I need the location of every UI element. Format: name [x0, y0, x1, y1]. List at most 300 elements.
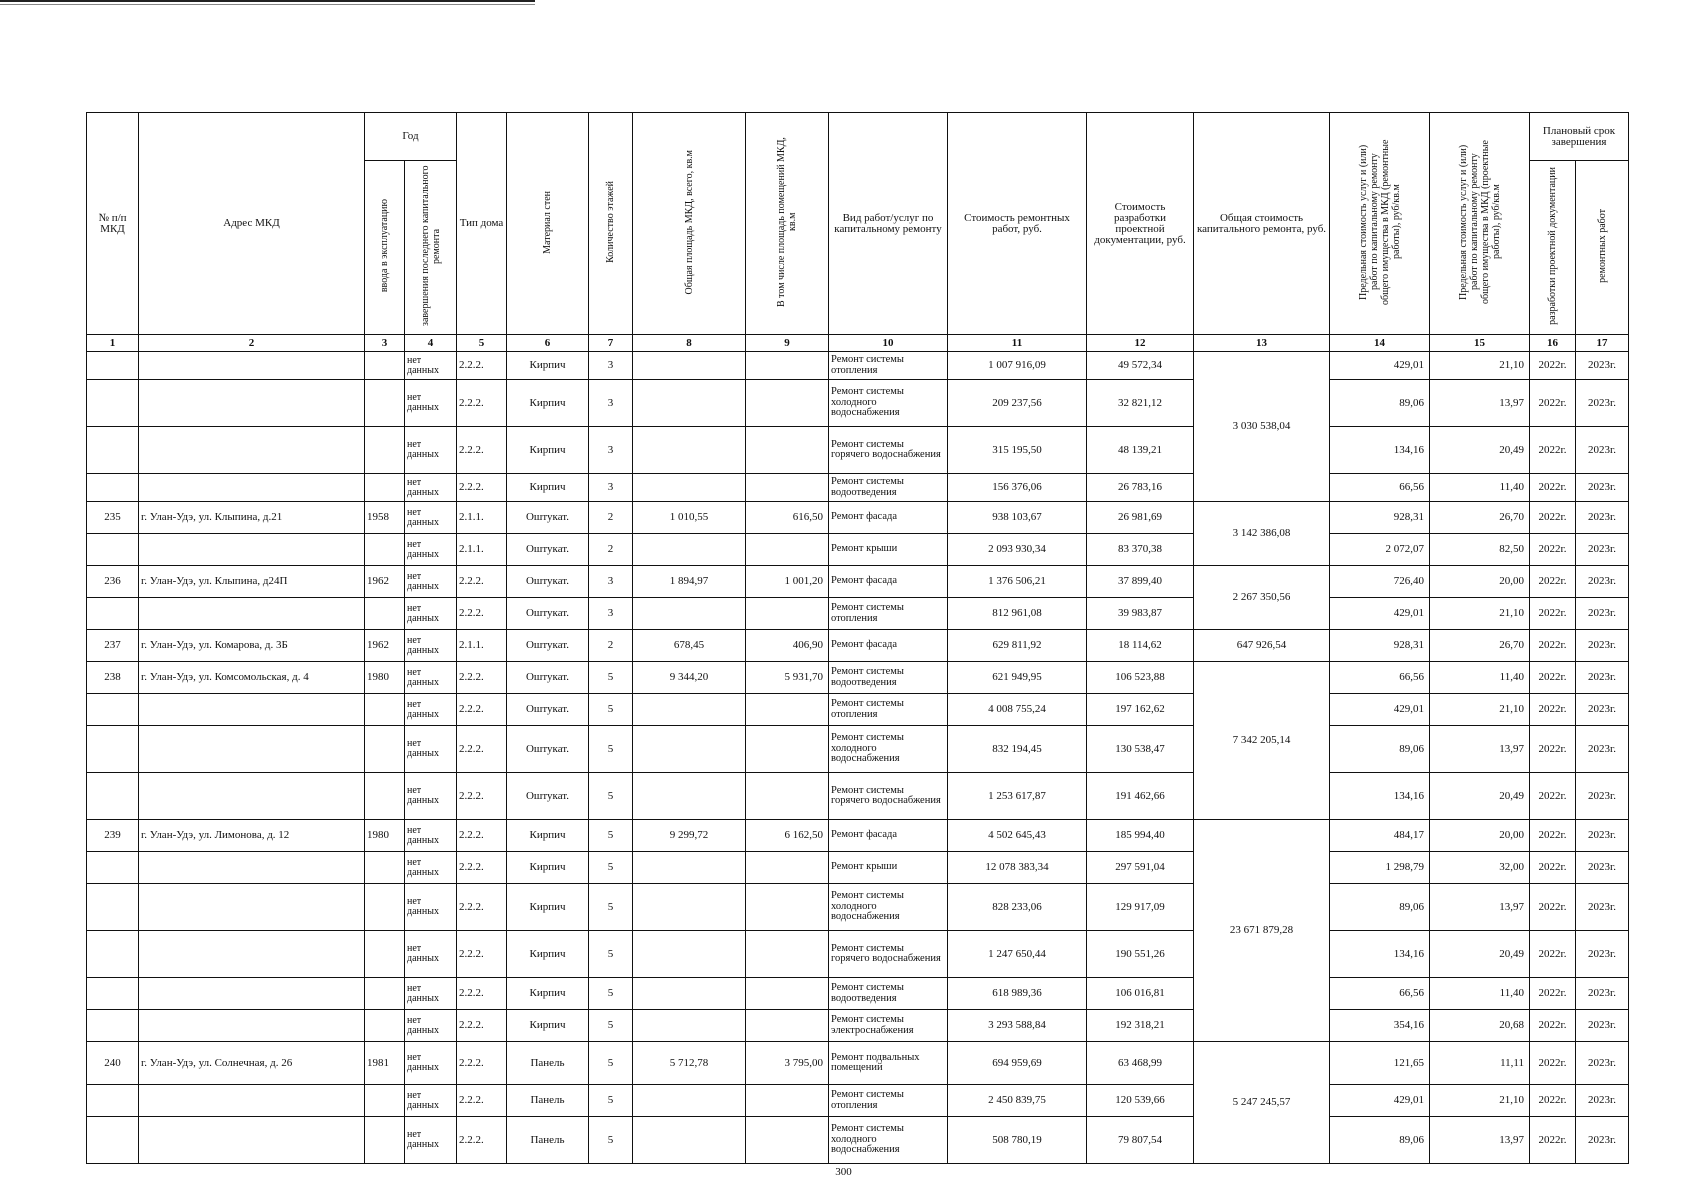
- repair-cost-cell: 4 008 755,24: [948, 694, 1087, 726]
- total-area-cell: 678,45: [633, 630, 746, 662]
- limit-design-cell: 11,40: [1430, 662, 1530, 694]
- work-type-cell: Ремонт системы горячего водоснабжения: [829, 427, 948, 474]
- column-number: 5: [457, 335, 507, 352]
- material-cell: Оштукат.: [507, 502, 589, 534]
- planned-repair-cell: 2023г.: [1576, 352, 1629, 380]
- last-repair-cell: нет данных: [405, 931, 457, 978]
- header-design-cost: Стоимость разработки проектной документации, руб.: [1087, 113, 1194, 335]
- house-type-cell: 2.2.2.: [457, 694, 507, 726]
- planned-design-cell: 2022г.: [1530, 931, 1576, 978]
- planned-design-cell: 2022г.: [1530, 1117, 1576, 1164]
- planned-design-cell: 2022г.: [1530, 884, 1576, 931]
- row-number: 237: [87, 630, 139, 662]
- repair-cost-cell: 4 502 645,43: [948, 820, 1087, 852]
- planned-repair-cell: 2023г.: [1576, 380, 1629, 427]
- house-type-cell: 2.2.2.: [457, 1085, 507, 1117]
- material-cell: Кирпич: [507, 820, 589, 852]
- year-cell: [365, 380, 405, 427]
- total-area-cell: [633, 352, 746, 380]
- design-cost-cell: 18 114,62: [1087, 630, 1194, 662]
- material-cell: Кирпич: [507, 1010, 589, 1042]
- table-row: [87, 1117, 1629, 1164]
- scan-artifact-line: [0, 0, 535, 2]
- repair-cost-cell: 629 811,92: [948, 630, 1087, 662]
- house-type-cell: 2.2.2.: [457, 1042, 507, 1085]
- total-area-cell: [633, 380, 746, 427]
- limit-design-cell: 26,70: [1430, 502, 1530, 534]
- row-number: [87, 884, 139, 931]
- planned-design-cell: 2022г.: [1530, 978, 1576, 1010]
- material-cell: Оштукат.: [507, 773, 589, 820]
- premises-area-cell: [746, 1010, 829, 1042]
- work-type-cell: Ремонт системы водоотведения: [829, 474, 948, 502]
- floors-cell: 3: [589, 427, 633, 474]
- design-cost-cell: 26 783,16: [1087, 474, 1194, 502]
- repair-cost-cell: 832 194,45: [948, 726, 1087, 773]
- premises-area-cell: 1 001,20: [746, 566, 829, 598]
- address-cell: [139, 1085, 365, 1117]
- last-repair-cell: нет данных: [405, 978, 457, 1010]
- last-repair-cell: нет данных: [405, 726, 457, 773]
- table-row: [87, 502, 1629, 534]
- repair-cost-cell: 209 237,56: [948, 380, 1087, 427]
- total-cost-cell: 647 926,54: [1194, 630, 1330, 662]
- planned-design-cell: 2022г.: [1530, 1042, 1576, 1085]
- row-number: [87, 694, 139, 726]
- last-repair-cell: нет данных: [405, 1010, 457, 1042]
- limit-design-cell: 11,40: [1430, 978, 1530, 1010]
- total-area-cell: 9 299,72: [633, 820, 746, 852]
- premises-area-cell: 406,90: [746, 630, 829, 662]
- year-cell: [365, 726, 405, 773]
- floors-cell: 5: [589, 726, 633, 773]
- design-cost-cell: 192 318,21: [1087, 1010, 1194, 1042]
- design-cost-cell: 185 994,40: [1087, 820, 1194, 852]
- limit-design-cell: 26,70: [1430, 630, 1530, 662]
- address-cell: г. Улан-Удэ, ул. Клыпина, д.21: [139, 502, 365, 534]
- work-type-cell: Ремонт подвальных помещений: [829, 1042, 948, 1085]
- row-number: [87, 726, 139, 773]
- header-house-type: Тип дома: [457, 113, 507, 335]
- total-area-cell: [633, 1117, 746, 1164]
- total-area-cell: [633, 773, 746, 820]
- table-row: [87, 427, 1629, 474]
- limit-design-cell: 32,00: [1430, 852, 1530, 884]
- limit-repair-cell: 66,56: [1330, 978, 1430, 1010]
- limit-repair-cell: 134,16: [1330, 931, 1430, 978]
- repair-cost-cell: 1 376 506,21: [948, 566, 1087, 598]
- work-type-cell: Ремонт системы холодного водоснабжения: [829, 726, 948, 773]
- material-cell: Оштукат.: [507, 630, 589, 662]
- row-number: [87, 773, 139, 820]
- year-cell: 1980: [365, 820, 405, 852]
- header-year-last-repair: завершения последнего капитального ремонта: [405, 161, 457, 335]
- total-area-cell: [633, 852, 746, 884]
- work-type-cell: Ремонт крыши: [829, 852, 948, 884]
- floors-cell: 5: [589, 662, 633, 694]
- house-type-cell: 2.2.2.: [457, 598, 507, 630]
- year-cell: [365, 931, 405, 978]
- house-type-cell: 2.2.2.: [457, 884, 507, 931]
- work-type-cell: Ремонт системы отопления: [829, 598, 948, 630]
- limit-repair-cell: 89,06: [1330, 884, 1430, 931]
- year-cell: [365, 978, 405, 1010]
- address-cell: [139, 598, 365, 630]
- limit-repair-cell: 429,01: [1330, 694, 1430, 726]
- work-type-cell: Ремонт системы отопления: [829, 352, 948, 380]
- house-type-cell: 2.2.2.: [457, 380, 507, 427]
- repair-cost-cell: 694 959,69: [948, 1042, 1087, 1085]
- header-work-type: Вид работ/услуг по капитальному ремонту: [829, 113, 948, 335]
- work-type-cell: Ремонт системы водоотведения: [829, 662, 948, 694]
- planned-design-cell: 2022г.: [1530, 726, 1576, 773]
- floors-cell: 2: [589, 534, 633, 566]
- repair-cost-cell: 2 093 930,34: [948, 534, 1087, 566]
- column-number-row: [87, 335, 1629, 352]
- header-repair-cost: Стоимость ремонтных работ, руб.: [948, 113, 1087, 335]
- row-number: [87, 978, 139, 1010]
- limit-repair-cell: 928,31: [1330, 630, 1430, 662]
- design-cost-cell: 130 538,47: [1087, 726, 1194, 773]
- planned-design-cell: 2022г.: [1530, 352, 1576, 380]
- total-cost-cell: 7 342 205,14: [1194, 662, 1330, 820]
- table-row: [87, 694, 1629, 726]
- row-number: 236: [87, 566, 139, 598]
- address-cell: г. Улан-Удэ, ул. Комарова, д. 3Б: [139, 630, 365, 662]
- row-number: [87, 1010, 139, 1042]
- limit-repair-cell: 134,16: [1330, 773, 1430, 820]
- address-cell: г. Улан-Удэ, ул. Солнечная, д. 26: [139, 1042, 365, 1085]
- row-number: [87, 352, 139, 380]
- premises-area-cell: [746, 534, 829, 566]
- premises-area-cell: [746, 352, 829, 380]
- last-repair-cell: нет данных: [405, 352, 457, 380]
- planned-repair-cell: 2023г.: [1576, 694, 1629, 726]
- premises-area-cell: [746, 474, 829, 502]
- work-type-cell: Ремонт системы электроснабжения: [829, 1010, 948, 1042]
- address-cell: [139, 852, 365, 884]
- header-planned-design: разработки проектной документации: [1530, 161, 1576, 335]
- limit-design-cell: 11,40: [1430, 474, 1530, 502]
- work-type-cell: Ремонт системы холодного водоснабжения: [829, 1117, 948, 1164]
- floors-cell: 5: [589, 1085, 633, 1117]
- design-cost-cell: 49 572,34: [1087, 352, 1194, 380]
- total-cost-cell: 3 142 386,08: [1194, 502, 1330, 566]
- limit-repair-cell: 429,01: [1330, 598, 1430, 630]
- limit-repair-cell: 66,56: [1330, 474, 1430, 502]
- planned-design-cell: 2022г.: [1530, 502, 1576, 534]
- limit-repair-cell: 484,17: [1330, 820, 1430, 852]
- table-row: [87, 534, 1629, 566]
- house-type-cell: 2.2.2.: [457, 1117, 507, 1164]
- planned-design-cell: 2022г.: [1530, 1085, 1576, 1117]
- address-cell: [139, 884, 365, 931]
- limit-repair-cell: 1 298,79: [1330, 852, 1430, 884]
- floors-cell: 5: [589, 773, 633, 820]
- repair-cost-cell: 1 007 916,09: [948, 352, 1087, 380]
- header-num: № п/п МКД: [87, 113, 139, 335]
- repair-cost-cell: 12 078 383,34: [948, 852, 1087, 884]
- total-area-cell: [633, 694, 746, 726]
- material-cell: Кирпич: [507, 931, 589, 978]
- repair-cost-cell: 938 103,67: [948, 502, 1087, 534]
- address-cell: [139, 352, 365, 380]
- header-premises-area: В том числе площадь помещений МКД, кв.м: [746, 113, 829, 335]
- header-limit-repair: Предельная стоимость услуг и (или) работ по капитальному ремонту общего имущества в МКД (ремонтные работы), руб/кв.м: [1330, 113, 1430, 335]
- total-area-cell: [633, 978, 746, 1010]
- house-type-cell: 2.2.2.: [457, 662, 507, 694]
- address-cell: г. Улан-Удэ, ул. Комсомольская, д. 4: [139, 662, 365, 694]
- row-number: [87, 598, 139, 630]
- table-row: [87, 884, 1629, 931]
- last-repair-cell: нет данных: [405, 884, 457, 931]
- table-row: [87, 726, 1629, 773]
- year-cell: 1981: [365, 1042, 405, 1085]
- material-cell: Кирпич: [507, 427, 589, 474]
- address-cell: г. Улан-Удэ, ул. Клыпина, д24П: [139, 566, 365, 598]
- table-row: [87, 773, 1629, 820]
- limit-design-cell: 21,10: [1430, 598, 1530, 630]
- design-cost-cell: 48 139,21: [1087, 427, 1194, 474]
- premises-area-cell: [746, 1085, 829, 1117]
- address-cell: [139, 694, 365, 726]
- work-type-cell: Ремонт фасада: [829, 820, 948, 852]
- row-number: 238: [87, 662, 139, 694]
- page-number: 300: [835, 1166, 852, 1178]
- last-repair-cell: нет данных: [405, 1117, 457, 1164]
- limit-repair-cell: 429,01: [1330, 1085, 1430, 1117]
- planned-repair-cell: 2023г.: [1576, 852, 1629, 884]
- floors-cell: 2: [589, 502, 633, 534]
- planned-design-cell: 2022г.: [1530, 662, 1576, 694]
- total-area-cell: [633, 534, 746, 566]
- column-number: 2: [139, 335, 365, 352]
- year-cell: [365, 884, 405, 931]
- design-cost-cell: 190 551,26: [1087, 931, 1194, 978]
- planned-repair-cell: 2023г.: [1576, 1117, 1629, 1164]
- limit-design-cell: 20,00: [1430, 566, 1530, 598]
- planned-design-cell: 2022г.: [1530, 820, 1576, 852]
- year-cell: [365, 1010, 405, 1042]
- limit-design-cell: 21,10: [1430, 352, 1530, 380]
- total-area-cell: [633, 598, 746, 630]
- repair-cost-cell: 812 961,08: [948, 598, 1087, 630]
- premises-area-cell: [746, 1117, 829, 1164]
- last-repair-cell: нет данных: [405, 427, 457, 474]
- row-number: 235: [87, 502, 139, 534]
- table-row: [87, 1042, 1629, 1085]
- total-area-cell: [633, 1085, 746, 1117]
- table-row: [87, 474, 1629, 502]
- repair-cost-cell: 621 949,95: [948, 662, 1087, 694]
- last-repair-cell: нет данных: [405, 1085, 457, 1117]
- planned-repair-cell: 2023г.: [1576, 773, 1629, 820]
- work-type-cell: Ремонт системы горячего водоснабжения: [829, 773, 948, 820]
- floors-cell: 5: [589, 978, 633, 1010]
- limit-design-cell: 20,49: [1430, 773, 1530, 820]
- premises-area-cell: [746, 852, 829, 884]
- repair-cost-cell: 828 233,06: [948, 884, 1087, 931]
- column-number: 14: [1330, 335, 1430, 352]
- limit-repair-cell: 726,40: [1330, 566, 1430, 598]
- address-cell: [139, 978, 365, 1010]
- row-number: [87, 427, 139, 474]
- house-type-cell: 2.2.2.: [457, 566, 507, 598]
- total-cost-cell: 23 671 879,28: [1194, 820, 1330, 1042]
- planned-design-cell: 2022г.: [1530, 630, 1576, 662]
- material-cell: Оштукат.: [507, 694, 589, 726]
- total-area-cell: [633, 884, 746, 931]
- total-cost-cell: 5 247 245,57: [1194, 1042, 1330, 1164]
- year-cell: [365, 1117, 405, 1164]
- house-type-cell: 2.2.2.: [457, 852, 507, 884]
- floors-cell: 5: [589, 694, 633, 726]
- last-repair-cell: нет данных: [405, 598, 457, 630]
- house-type-cell: 2.2.2.: [457, 820, 507, 852]
- total-cost-cell: 3 030 538,04: [1194, 352, 1330, 502]
- material-cell: Оштукат.: [507, 534, 589, 566]
- limit-repair-cell: 2 072,07: [1330, 534, 1430, 566]
- limit-repair-cell: 429,01: [1330, 352, 1430, 380]
- total-area-cell: 5 712,78: [633, 1042, 746, 1085]
- column-number: 9: [746, 335, 829, 352]
- limit-repair-cell: 89,06: [1330, 726, 1430, 773]
- design-cost-cell: 63 468,99: [1087, 1042, 1194, 1085]
- table-row: [87, 978, 1629, 1010]
- last-repair-cell: нет данных: [405, 502, 457, 534]
- planned-design-cell: 2022г.: [1530, 474, 1576, 502]
- material-cell: Кирпич: [507, 380, 589, 427]
- limit-design-cell: 82,50: [1430, 534, 1530, 566]
- year-cell: [365, 694, 405, 726]
- year-cell: 1980: [365, 662, 405, 694]
- material-cell: Панель: [507, 1117, 589, 1164]
- planned-repair-cell: 2023г.: [1576, 427, 1629, 474]
- premises-area-cell: 6 162,50: [746, 820, 829, 852]
- floors-cell: 3: [589, 566, 633, 598]
- premises-area-cell: [746, 427, 829, 474]
- floors-cell: 5: [589, 1010, 633, 1042]
- header-total-cost: Общая стоимость капитального ремонта, руб.: [1194, 113, 1330, 335]
- premises-area-cell: [746, 598, 829, 630]
- house-type-cell: 2.2.2.: [457, 1010, 507, 1042]
- floors-cell: 2: [589, 630, 633, 662]
- limit-design-cell: 13,97: [1430, 726, 1530, 773]
- column-number: 6: [507, 335, 589, 352]
- planned-repair-cell: 2023г.: [1576, 630, 1629, 662]
- limit-repair-cell: 89,06: [1330, 1117, 1430, 1164]
- limit-repair-cell: 89,06: [1330, 380, 1430, 427]
- repair-cost-cell: 1 253 617,87: [948, 773, 1087, 820]
- house-type-cell: 2.2.2.: [457, 474, 507, 502]
- material-cell: Кирпич: [507, 352, 589, 380]
- year-cell: 1958: [365, 502, 405, 534]
- repair-cost-cell: 315 195,50: [948, 427, 1087, 474]
- column-number: 7: [589, 335, 633, 352]
- header-limit-design: Предельная стоимость услуг и (или) работ по капитальному ремонту общего имущества в МКД (проектные работы), руб/кв.м: [1430, 113, 1530, 335]
- planned-repair-cell: 2023г.: [1576, 534, 1629, 566]
- last-repair-cell: нет данных: [405, 566, 457, 598]
- year-cell: [365, 534, 405, 566]
- premises-area-cell: [746, 694, 829, 726]
- planned-design-cell: 2022г.: [1530, 380, 1576, 427]
- premises-area-cell: [746, 931, 829, 978]
- design-cost-cell: 39 983,87: [1087, 598, 1194, 630]
- last-repair-cell: нет данных: [405, 380, 457, 427]
- address-cell: [139, 427, 365, 474]
- table-row: [87, 931, 1629, 978]
- premises-area-cell: 5 931,70: [746, 662, 829, 694]
- header-planned-repair: ремонтных работ: [1576, 161, 1629, 335]
- scan-artifact-line: [0, 4, 535, 5]
- address-cell: г. Улан-Удэ, ул. Лимонова, д. 12: [139, 820, 365, 852]
- limit-design-cell: 21,10: [1430, 694, 1530, 726]
- last-repair-cell: нет данных: [405, 1042, 457, 1085]
- material-cell: Оштукат.: [507, 662, 589, 694]
- premises-area-cell: 3 795,00: [746, 1042, 829, 1085]
- column-number: 10: [829, 335, 948, 352]
- design-cost-cell: 120 539,66: [1087, 1085, 1194, 1117]
- column-number: 1: [87, 335, 139, 352]
- house-type-cell: 2.2.2.: [457, 773, 507, 820]
- material-cell: Кирпич: [507, 884, 589, 931]
- limit-design-cell: 20,49: [1430, 427, 1530, 474]
- material-cell: Оштукат.: [507, 726, 589, 773]
- planned-repair-cell: 2023г.: [1576, 1042, 1629, 1085]
- house-type-cell: 2.2.2.: [457, 427, 507, 474]
- limit-design-cell: 20,49: [1430, 931, 1530, 978]
- floors-cell: 5: [589, 852, 633, 884]
- limit-repair-cell: 66,56: [1330, 662, 1430, 694]
- table-row: [87, 1010, 1629, 1042]
- limit-design-cell: 11,11: [1430, 1042, 1530, 1085]
- design-cost-cell: 106 016,81: [1087, 978, 1194, 1010]
- row-number: [87, 474, 139, 502]
- table-row: [87, 566, 1629, 598]
- year-cell: [365, 773, 405, 820]
- last-repair-cell: нет данных: [405, 534, 457, 566]
- work-type-cell: Ремонт фасада: [829, 630, 948, 662]
- address-cell: [139, 1010, 365, 1042]
- material-cell: Кирпич: [507, 474, 589, 502]
- header-year-group: Год: [365, 113, 457, 161]
- table-row: [87, 598, 1629, 630]
- material-cell: Кирпич: [507, 978, 589, 1010]
- planned-repair-cell: 2023г.: [1576, 566, 1629, 598]
- table-row: [87, 380, 1629, 427]
- total-area-cell: [633, 1010, 746, 1042]
- floors-cell: 3: [589, 474, 633, 502]
- header-total-area: Общая площадь МКД, всего, кв.м: [633, 113, 746, 335]
- planned-repair-cell: 2023г.: [1576, 726, 1629, 773]
- design-cost-cell: 191 462,66: [1087, 773, 1194, 820]
- address-cell: [139, 1117, 365, 1164]
- column-number: 15: [1430, 335, 1530, 352]
- floors-cell: 3: [589, 598, 633, 630]
- work-type-cell: Ремонт системы холодного водоснабжения: [829, 884, 948, 931]
- limit-design-cell: 21,10: [1430, 1085, 1530, 1117]
- premises-area-cell: 616,50: [746, 502, 829, 534]
- house-type-cell: 2.2.2.: [457, 978, 507, 1010]
- premises-area-cell: [746, 978, 829, 1010]
- planned-repair-cell: 2023г.: [1576, 884, 1629, 931]
- table-body: [87, 352, 1629, 1164]
- row-number: [87, 1085, 139, 1117]
- total-cost-cell: 2 267 350,56: [1194, 566, 1330, 630]
- column-number: 3: [365, 335, 405, 352]
- total-area-cell: [633, 931, 746, 978]
- column-number: 17: [1576, 335, 1629, 352]
